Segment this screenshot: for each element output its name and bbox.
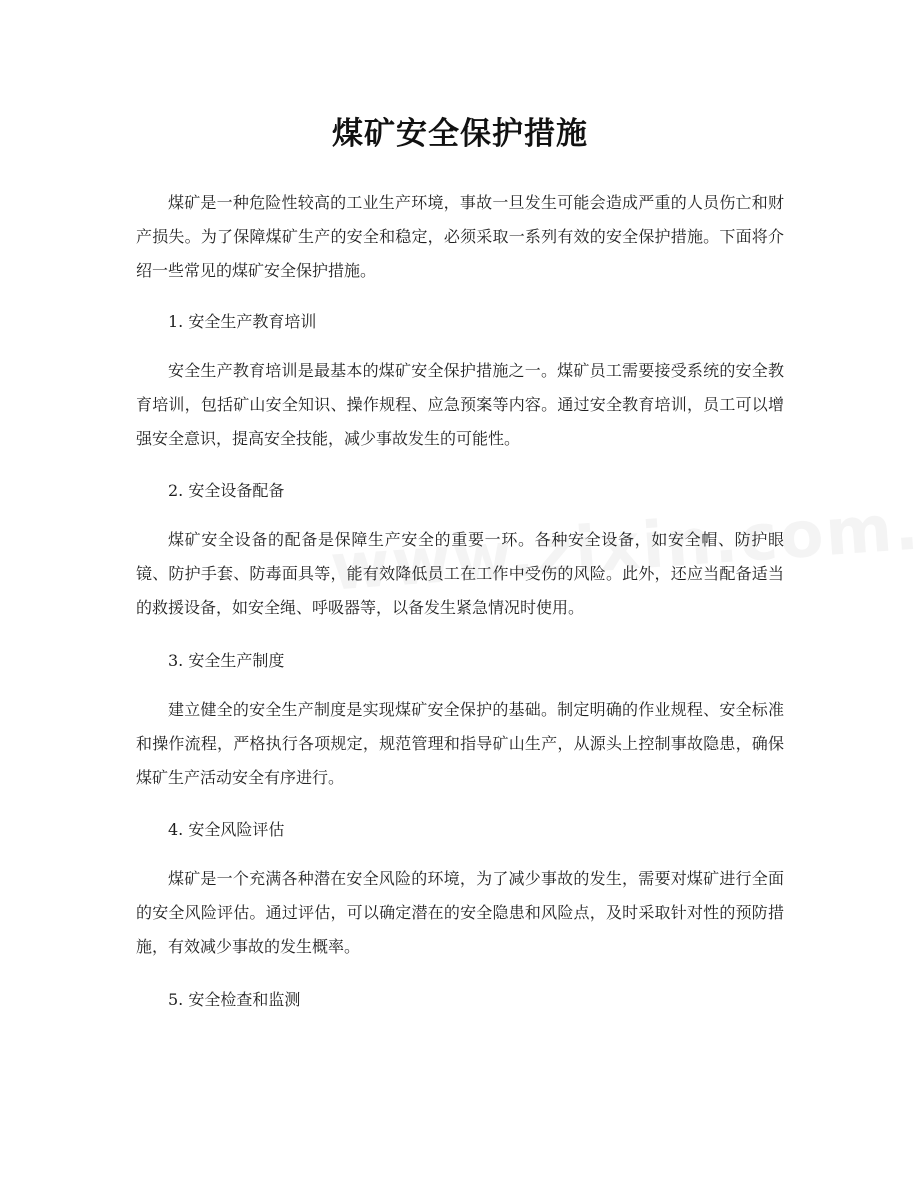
section-body-3: 建立健全的安全生产制度是实现煤矿安全保护的基础。制定明确的作业规程、安全标准和操作流程，严格执行各项规定，规范管理和指导矿山生产，从源头上控制事故隐患，确保煤矿生产活动安全有序进行。 — [136, 700, 784, 787]
section-heading-1: 1. 安全生产教育培训 — [168, 312, 317, 331]
section-body-2: 煤矿安全设备的配备是保障生产安全的重要一环。各种安全设备，如安全帽、防护眼镜、防护手套、防毒面具等，能有效降低员工在工作中受伤的风险。此外，还应当配备适当的救援设备，如安全绳、呼吸器等，以备发生紧急情况时使用。 — [136, 530, 784, 617]
section-body-1: 安全生产教育培训是最基本的煤矿安全保护措施之一。煤矿员工需要接受系统的安全教育培训，包括矿山安全知识、操作规程、应急预案等内容。通过安全教育培训，员工可以增强安全意识，提高安全技能，减少事故发生的可能性。 — [136, 361, 784, 448]
section-heading-4: 4. 安全风险评估 — [168, 820, 285, 839]
intro-paragraph: 煤矿是一种危险性较高的工业生产环境，事故一旦发生可能会造成严重的人员伤亡和财产损失。为了保障煤矿生产的安全和稳定，必须采取一系列有效的安全保护措施。下面将介绍一些常见的煤矿安全保护措施。 — [136, 193, 784, 280]
section-heading-3: 3. 安全生产制度 — [168, 651, 285, 670]
document-title: 煤矿安全保护措施 — [332, 116, 588, 152]
section-heading-2: 2. 安全设备配备 — [168, 481, 285, 500]
section-body-4: 煤矿是一个充满各种潜在安全风险的环境，为了减少事故的发生，需要对煤矿进行全面的安全风险评估。通过评估，可以确定潜在的安全隐患和风险点，及时采取针对性的预防措施，有效减少事故的发生概率。 — [136, 869, 784, 956]
section-heading-5: 5. 安全检查和监测 — [168, 990, 301, 1009]
